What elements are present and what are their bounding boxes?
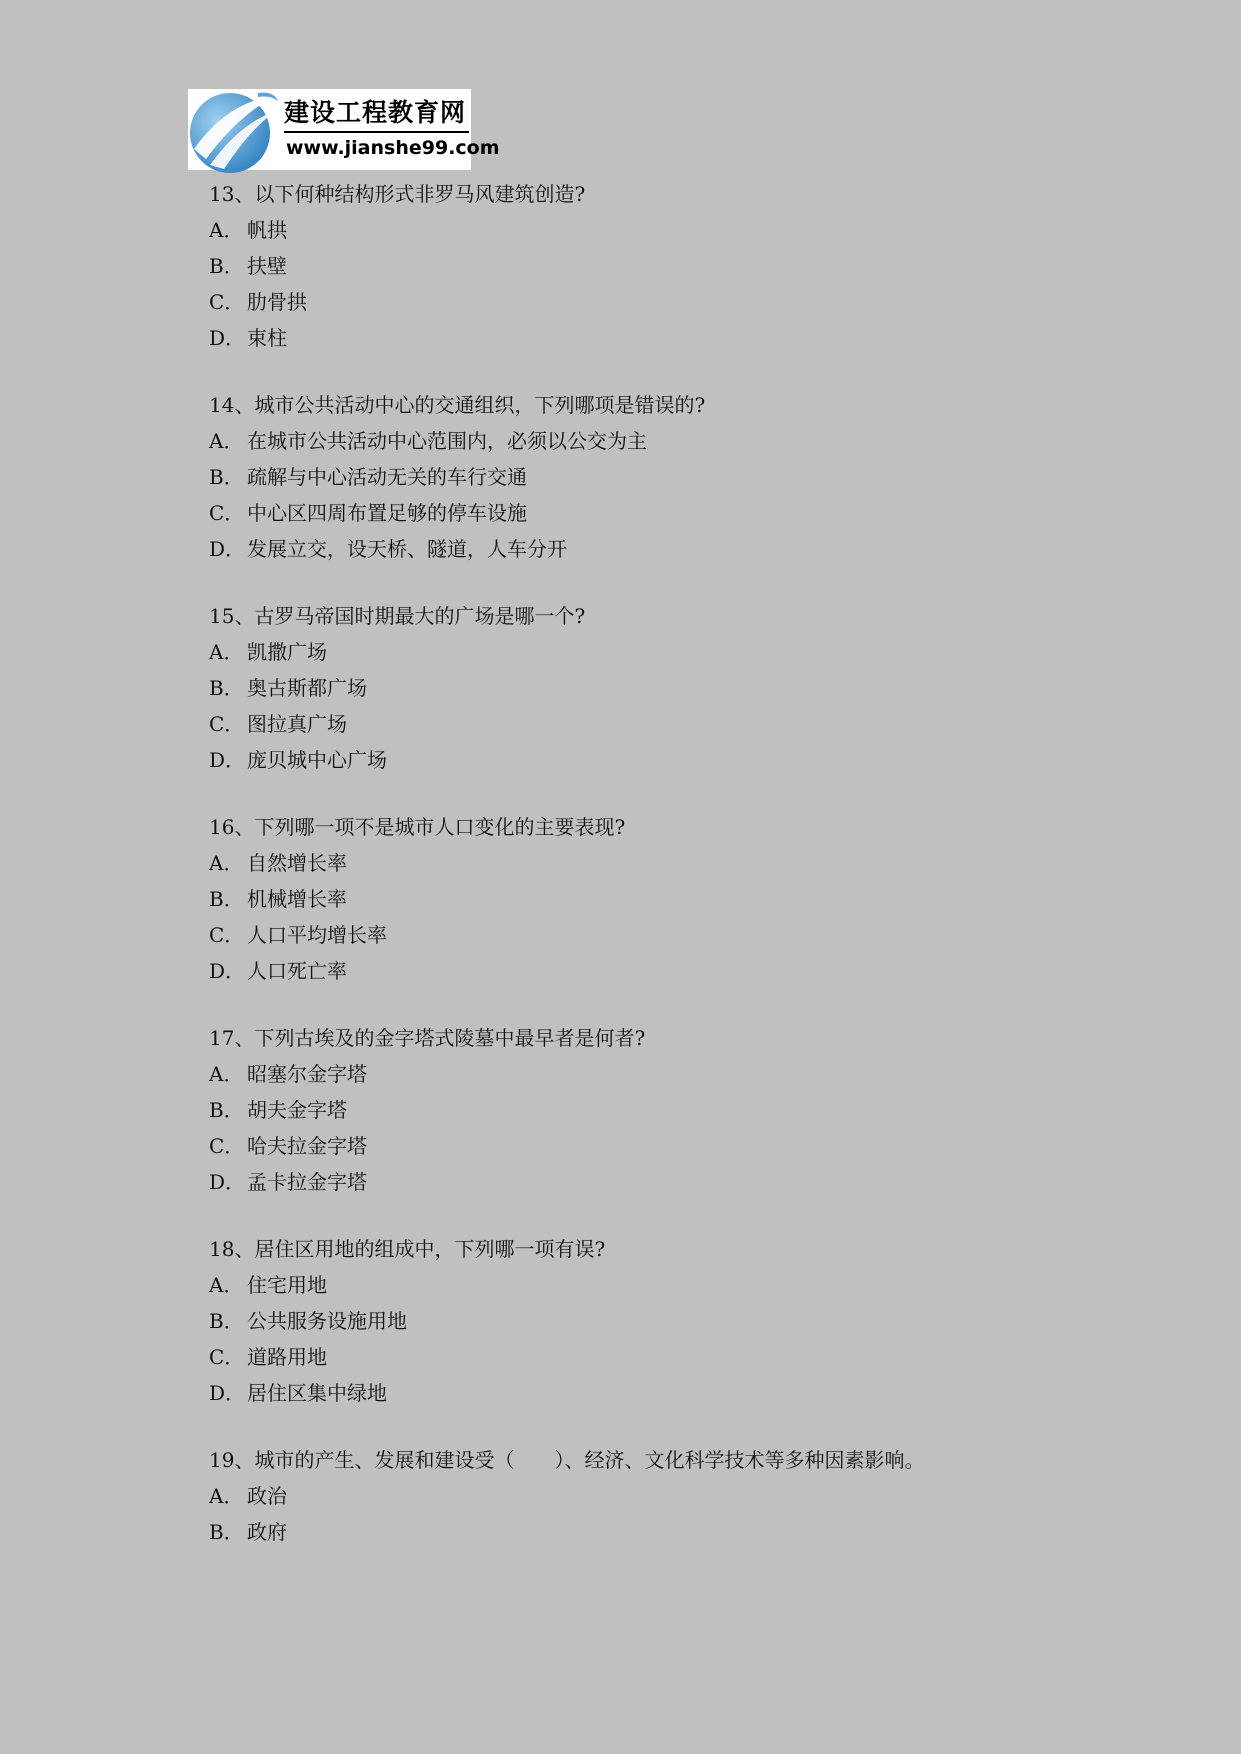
question-stem: 16、下列哪一项不是城市人口变化的主要表现? [209,815,626,839]
question-14 [209,387,1219,567]
option-text: 政治 [247,1484,287,1508]
option-d[interactable] [209,953,1219,989]
question-stem: 13、以下何种结构形式非罗马风建筑创造? [209,182,586,206]
option-letter: D． [209,1170,246,1194]
option-text: 住宅用地 [247,1273,327,1297]
option-letter: B． [209,887,244,911]
option-a[interactable] [209,423,1219,459]
option-text: 道路用地 [247,1345,327,1369]
option-letter: C． [209,1345,245,1369]
option-text: 奥古斯都广场 [247,676,367,700]
option-a[interactable] [209,1478,1219,1514]
option-letter: D． [209,959,246,983]
question-stem: 14、城市公共活动中心的交通组织，下列哪项是错误的? [209,393,706,417]
option-letter: B． [209,254,244,278]
option-text: 昭塞尔金字塔 [247,1062,367,1086]
option-text: 哈夫拉金字塔 [247,1134,367,1158]
option-text: 在城市公共活动中心范围内，必须以公交为主 [247,429,647,453]
option-d[interactable] [209,1164,1219,1200]
option-c[interactable] [209,495,1219,531]
question-16 [209,809,1219,989]
option-a[interactable] [209,845,1219,881]
option-letter: A． [209,1062,244,1086]
globe-swoosh-icon [188,89,280,170]
question-stem: 15、古罗马帝国时期最大的广场是哪一个? [209,604,586,628]
option-text: 中心区四周布置足够的停车设施 [247,501,527,525]
option-c[interactable] [209,1128,1219,1164]
question-list [209,176,1219,1581]
option-text: 疏解与中心活动无关的车行交通 [247,465,527,489]
option-text: 帆拱 [247,218,287,242]
option-a[interactable] [209,634,1219,670]
option-text: 胡夫金字塔 [247,1098,347,1122]
option-letter: A． [209,1273,244,1297]
option-b[interactable] [209,1514,1219,1550]
option-text: 居住区集中绿地 [247,1381,387,1405]
option-b[interactable] [209,1092,1219,1128]
option-letter: B． [209,676,244,700]
option-text: 图拉真广场 [247,712,347,736]
option-b[interactable] [209,881,1219,917]
option-letter: C． [209,712,245,736]
option-c[interactable] [209,917,1219,953]
option-d[interactable] [209,531,1219,567]
option-text: 庞贝城中心广场 [247,748,387,772]
question-19 [209,1442,1219,1550]
option-text: 孟卡拉金字塔 [247,1170,367,1194]
question-stem: 17、下列古埃及的金字塔式陵墓中最早者是何者? [209,1026,646,1050]
option-text: 政府 [247,1520,287,1544]
option-letter: A． [209,1484,244,1508]
question-13 [209,176,1219,356]
option-text: 自然增长率 [247,851,347,875]
option-letter: A． [209,429,244,453]
option-letter: B． [209,1309,244,1333]
option-text: 扶壁 [247,254,287,278]
option-c[interactable] [209,284,1219,320]
logo-divider [284,131,469,133]
question-15 [209,598,1219,778]
option-letter: B． [209,465,244,489]
question-stem: 19、城市的产生、发展和建设受（ ）、经济、文化科学技术等多种因素影响。 [209,1448,925,1472]
option-text: 发展立交，设天桥、隧道，人车分开 [247,537,567,561]
question-18 [209,1231,1219,1411]
option-a[interactable] [209,1267,1219,1303]
option-letter: D． [209,537,246,561]
option-letter: C． [209,290,245,314]
option-b[interactable] [209,1303,1219,1339]
option-letter: D． [209,748,246,772]
option-text: 肋骨拱 [247,290,307,314]
option-c[interactable] [209,1339,1219,1375]
option-d[interactable] [209,320,1219,356]
option-d[interactable] [209,1375,1219,1411]
option-c[interactable] [209,706,1219,742]
option-letter: A． [209,218,244,242]
option-letter: A． [209,640,244,664]
option-d[interactable] [209,742,1219,778]
option-text: 凯撒广场 [247,640,327,664]
option-a[interactable] [209,212,1219,248]
option-letter: C． [209,501,245,525]
option-b[interactable] [209,248,1219,284]
option-text: 机械增长率 [247,887,347,911]
logo-url[interactable]: www.jianshe99.com [286,137,500,159]
option-b[interactable] [209,670,1219,706]
option-text: 人口死亡率 [247,959,347,983]
option-letter: C． [209,1134,245,1158]
option-letter: D． [209,1381,246,1405]
question-17 [209,1020,1219,1200]
option-letter: D． [209,326,246,350]
option-b[interactable] [209,459,1219,495]
option-letter: C． [209,923,245,947]
option-text: 人口平均增长率 [247,923,387,947]
option-letter: B． [209,1520,244,1544]
option-text: 公共服务设施用地 [247,1309,407,1333]
site-logo[interactable] [188,89,500,170]
option-a[interactable] [209,1056,1219,1092]
question-stem: 18、居住区用地的组成中，下列哪一项有误? [209,1237,606,1261]
option-letter: B． [209,1098,244,1122]
logo-title: 建设工程教育网 [284,98,467,127]
option-text: 束柱 [247,326,287,350]
option-letter: A． [209,851,244,875]
